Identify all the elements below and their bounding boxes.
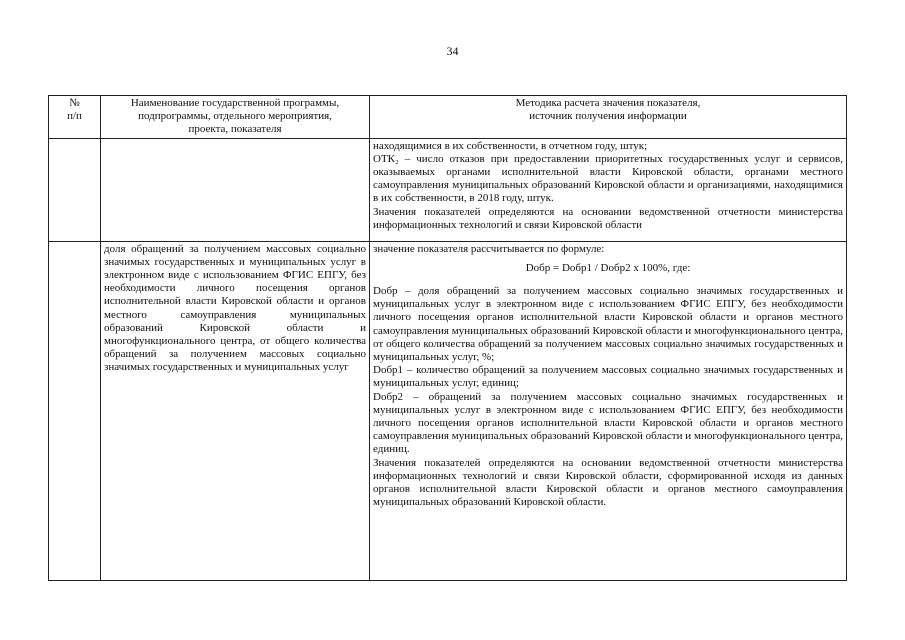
method-paragraph: Значения показателей определяются на основании ведомственной отчетности министерства информационных технологий и связи Кировской области xyxy=(373,205,843,231)
header-name-line: проекта, показателя xyxy=(188,123,282,136)
page-number: 34 xyxy=(446,44,459,58)
method-paragraph: Значения показателей определяются на основании ведомственной отчетности министерства информационных технологий и связи Кировской области, сформированной исходя из данных органов исполнительной власти Кировской области и органов местного самоуправления муниципальных образований Кировской области. xyxy=(373,456,843,509)
header-number-line: № xyxy=(69,97,80,109)
cell-method xyxy=(370,138,847,241)
header-number-line: п/п xyxy=(67,110,82,123)
method-paragraph: находящимися в их собственности, в отчетном году, штук; xyxy=(373,139,648,152)
header-method xyxy=(370,96,847,139)
formula: Dобр = Dобр1 / Dобр2 х 100%, где: xyxy=(525,261,691,274)
method-paragraph: ОТК₂ – число отказов при предоставлении приоритетных государственных услуг и сервисов, оказываемых органами исполнительной власти Кировской области, органами местного самоуправления муниципальных образований Кировской области и организациями, находящимися в их собственности, в 2018 году, штук. xyxy=(373,152,843,205)
method-paragraph: Dобр2 – обращений за получением массовых социально значимых государственных и муниципальных услуг в электронном виде с использованием ФГИС ЕПГУ, без необходимости личного посещения органов исполнительной власти Кировской области и органов местного самоуправления муниципальных образований Кировской области и многофункционального центра, единиц. xyxy=(373,390,843,456)
method-paragraph: Dобр1 – количество обращений за получением массовых социально значимых государственных и муниципальных услуг, единиц; xyxy=(373,364,843,390)
header-method-line: источник получения информации xyxy=(529,110,687,123)
method-paragraph: Dобр – доля обращений за получением массовых социально значимых государственных и муниципальных услуг в электронном виде с использованием ФГИС ЕПГУ, без необходимости личного посещения органов исполнительной власти Кировской области и органов местного самоуправления муниципальных образований Кировской области и многофункционального центра, от общего количества обращений за получением массовых социально значимых государственных и муниципальных услуг, %; xyxy=(373,285,843,364)
cell-name xyxy=(101,138,370,241)
indicator-table xyxy=(48,95,847,581)
cell-number xyxy=(49,241,101,580)
cell-method xyxy=(370,241,847,580)
header-name-line: подпрограммы, отдельного мероприятия, xyxy=(138,110,332,123)
header-name-line: Наименование государственной программы, xyxy=(130,97,340,109)
header-name xyxy=(101,96,370,139)
header-number xyxy=(49,96,101,139)
method-intro: значение показателя рассчитывается по формуле: xyxy=(373,242,605,255)
cell-name: доля обращений за получением массовых социально значимых государственных и муниципальных услуг в электронном виде с использованием ФГИС ЕПГУ, без необходимости личного посещения органов исполнительной власти Кировской области и органов местного самоуправления муниципальных образований Кировской области и многофункционального центра, от общего количества обращений за получением массовых социально значимых государственных и муниципальных услуг xyxy=(101,241,370,580)
table-row xyxy=(49,241,847,580)
header-method-line: Методика расчета значения показателя, xyxy=(515,97,701,109)
cell-number xyxy=(49,138,101,241)
table-header-row xyxy=(49,96,847,139)
table-row xyxy=(49,138,847,241)
